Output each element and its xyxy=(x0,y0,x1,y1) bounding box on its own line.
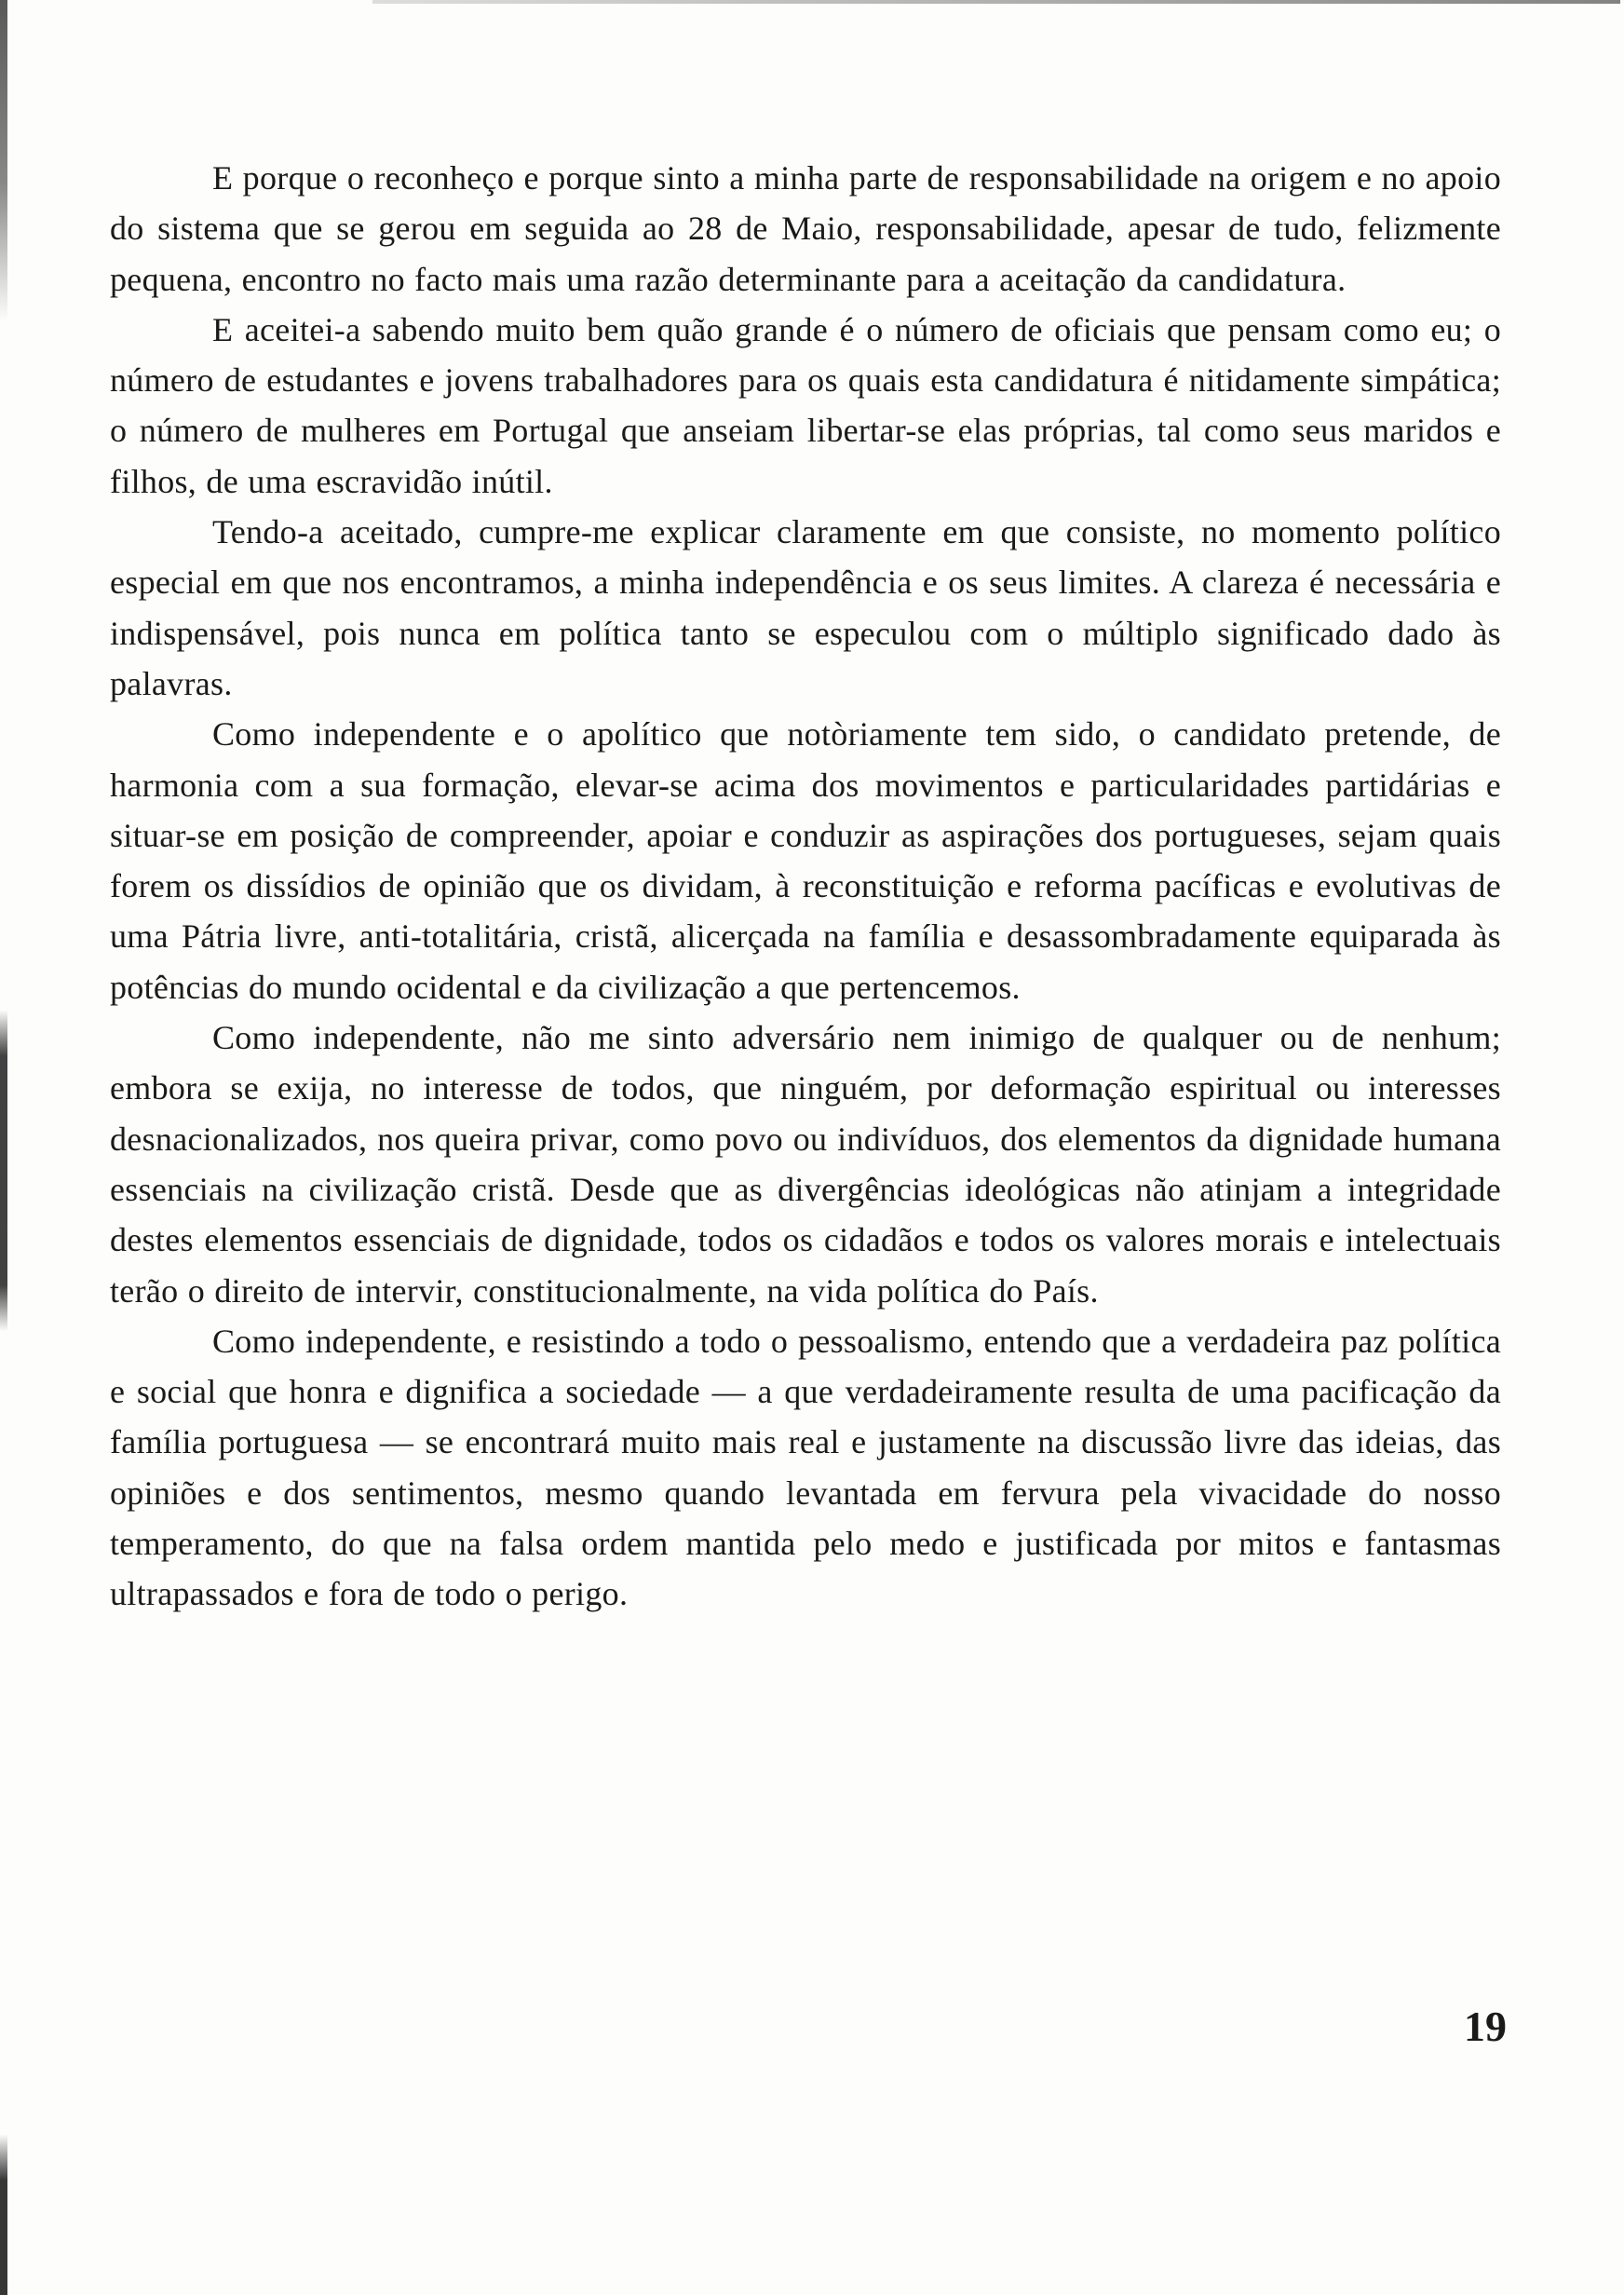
scan-top-edge xyxy=(372,0,1620,4)
paragraph-5: Como independente, não me sinto adversário nem inimigo de qualquer ou de nenhum; embora se exija, no interesse de todos, que ninguém, por deformação espiritual ou interesses desnacionalizados, nos queira privar, como povo ou indivíduos, dos elementos da dignidade humana essenciais na civilização cristã. Desde que as divergências ideológicas não atinjam a integridade destes elementos essenciais de dignidade, todos os cidadãos e todos os valores morais e intelectuais terão o direito de intervir, constitucionalmente, na vida política do País. xyxy=(110,1019,1501,1310)
paragraph-3: Tendo-a aceitado, cumpre-me explicar claramente em que consiste, no momento político especial em que nos encontramos, a minha independência e os seus limites. A clareza é necessária e indispensável, pois nunca em política tanto se especulou com o múltiplo significado dado às palavras. xyxy=(110,513,1501,702)
paragraph-1: E porque o reconheço e porque sinto a minha parte de responsabilidade na origem e no apoio do sistema que se gerou em seguida ao 28 de Maio, responsabilidade, apesar de tudo, felizmente pequena, encontro no facto mais uma razão determinante para a aceitação da candidatura. xyxy=(110,159,1501,298)
scan-left-edge xyxy=(0,0,7,2295)
paragraph-6: Como independente, e resistindo a todo o pessoalismo, entendo que a verdadeira paz política e social que honra e dignifica a sociedade — a que verdadeiramente resulta de uma pacificação da família portuguesa — se encontrará muito mais real e justamente na discussão livre das ideias, das opiniões e dos sentimentos, mesmo quando levantada em fervura pela vivacidade do nosso temperamento, do que na falsa ordem mantida pelo medo e justificada por mitos e fantasmas ultrapassados e fora de todo o perigo. xyxy=(110,1322,1501,1613)
body-text xyxy=(110,153,1501,1620)
page-number: 19 xyxy=(1464,2003,1507,2050)
paragraph-2: E aceitei-a sabendo muito bem quão grande é o número de oficiais que pensam como eu; o número de estudantes e jovens trabalhadores para os quais esta candidatura é nitidamente simpática; o número de mulheres em Portugal que anseiam libertar-se elas próprias, tal como seus maridos e filhos, de uma escravidão inútil. xyxy=(110,310,1501,500)
paragraph-4: Como independente e o apolítico que notòriamente tem sido, o candidato pretende, de harmonia com a sua formação, elevar-se acima dos movimentos e particularidades partidárias e situar-se em posição de compreender, apoiar e conduzir as aspirações dos portugueses, sejam quais forem os dissídios de opinião que os dividam, à reconstituição e reforma pacíficas e evolutivas de uma Pátria livre, anti-totalitária, cristã, alicerçada na família e desassombradamente equiparada às potências do mundo ocidental e da civilização a que pertencemos. xyxy=(110,715,1501,1006)
